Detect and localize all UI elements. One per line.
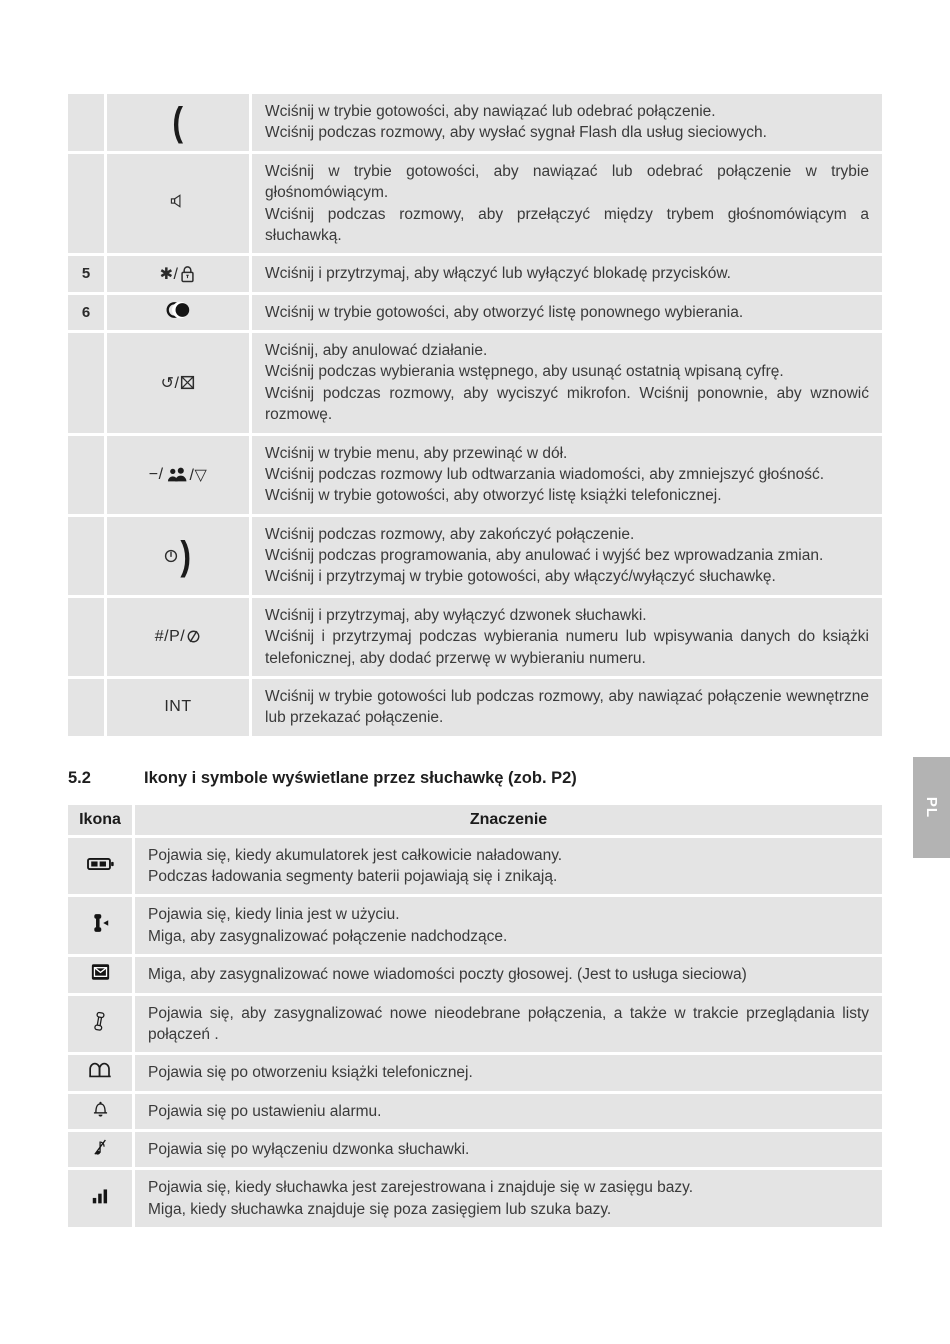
key-symbol-text: ↺/ (160, 374, 180, 392)
language-tab-label: PL (922, 796, 940, 819)
display-icon-cell (68, 838, 132, 895)
key-description-cell (252, 295, 882, 330)
description-line: Wciśnij w trybie gotowości, aby nawiązać lub odebrać połączenie w trybie głośnomówiącym. (265, 162, 869, 202)
key-description-cell (252, 436, 882, 514)
description-line: Wciśnij w trybie gotowości lub podczas rozmowy, aby nawiązać połączenie wewnętrzne lub przekazać połączenie. (265, 687, 869, 727)
icon-row (68, 838, 882, 895)
key-icon-cell (107, 517, 249, 595)
description-line: Wciśnij podczas rozmowy lub odtwarzania wiadomości, aby zmniejszyć głośność. (265, 465, 825, 483)
description-line: Wciśnij w trybie gotowości, aby otworzyć listę ponownego wybierania. (265, 303, 744, 321)
key-icon-cell (107, 436, 249, 514)
key-description-cell (252, 256, 882, 291)
key-description-cell (252, 94, 882, 151)
hash-pause-key-icon (186, 629, 201, 644)
display-icon-cell (68, 957, 132, 992)
description-line: Pojawia się po ustawieniu alarmu. (148, 1102, 382, 1120)
description-line: Miga, aby zasygnalizować połączenie nadchodzące. (148, 927, 508, 945)
description-line: Wciśnij podczas rozmowy, aby wyciszyć mikrofon. Wciśnij ponownie, aby wznowić rozmowę. (265, 384, 869, 424)
icon-row (68, 1132, 882, 1167)
phonebook-icon (88, 1061, 112, 1079)
description-line: Wciśnij i przytrzymaj w trybie gotowości, aby włączyć/wyłączyć słuchawkę. (265, 568, 776, 586)
key-icon-cell (107, 333, 249, 433)
display-icon-cell (68, 996, 132, 1053)
key-symbol-text: INT (164, 698, 192, 716)
description-line: Wciśnij podczas wybierania wstępnego, aby usunąć ostatnią wpisaną cyfrę. (265, 363, 784, 381)
description-line: Wciśnij i przytrzymaj, aby włączyć lub wyłączyć blokadę przycisków. (265, 265, 731, 283)
key-icon-cell (107, 679, 249, 736)
key-number-cell: 5 (68, 256, 104, 291)
description-line: Pojawia się po wyłączeniu dzwonka słuchawki. (148, 1141, 470, 1158)
cancel-delete-key-symbol (161, 373, 196, 393)
section-title: Ikony i symbole wyświetlane przez słuchawkę (zob. P2) (144, 768, 577, 787)
line-in-use-icon (92, 913, 109, 933)
description-line: Pojawia się po otworzeniu książki telefonicznej. (148, 1064, 473, 1082)
key-icon-cell (107, 154, 249, 254)
key-description-cell (252, 333, 882, 433)
talk-key-symbol (171, 100, 184, 145)
key-symbol-text: ✱/ (159, 265, 179, 283)
missed-calls-icon (93, 1011, 108, 1032)
key-number-cell (68, 333, 104, 433)
redial-key-symbol (165, 301, 192, 319)
key-row (68, 94, 882, 151)
description-line: Wciśnij podczas rozmowy, aby wysłać sygnał Flash dla usług sieciowych. (265, 124, 767, 142)
voicemail-icon (91, 963, 110, 981)
int-key-symbol (164, 698, 191, 716)
key-description-cell (135, 1094, 882, 1129)
icon-row (68, 996, 882, 1053)
key-description-cell (135, 838, 882, 895)
speaker-key-icon (170, 191, 187, 211)
description-line: Wciśnij w trybie menu, aby przewinąć w dół. (265, 444, 568, 462)
key-row (68, 333, 882, 433)
key-number-cell (68, 679, 104, 736)
icon-row (68, 1094, 882, 1129)
description-line: Wciśnij podczas rozmowy, aby przełączyć między trybem głośnomówiącym a słuchawką. (265, 205, 869, 244)
description-line: Wciśnij w trybie gotowości, aby otworzyć listę książki telefonicznej. (265, 487, 722, 505)
display-icon-cell (68, 1170, 132, 1227)
key-row (68, 154, 882, 254)
key-row (68, 679, 882, 736)
description-line: Podczas ładowania segmenty baterii pojawiają się i znikają. (148, 868, 558, 885)
description-line: Wciśnij, aby anulować działanie. (265, 342, 488, 359)
ringer-off-icon (93, 1138, 108, 1157)
description-line: Pojawia się, kiedy słuchawka jest zarejestrowana i znajduje się w zasięgu bazy. (148, 1179, 694, 1197)
end-key-symbol (164, 533, 192, 578)
page-content (65, 91, 885, 1230)
icon-row (68, 897, 882, 954)
star-lock-key-symbol (160, 264, 197, 284)
key-icon-cell (107, 256, 249, 291)
display-icon-cell (68, 1132, 132, 1167)
description-line: Miga, kiedy słuchawka znajduje się poza zasięgiem lub szuka bazy. (148, 1200, 612, 1218)
talk-key-icon: ( (172, 100, 184, 145)
icons-table-header-row (68, 805, 882, 835)
key-description-cell (252, 154, 882, 254)
star-lock-key-icon (179, 264, 196, 284)
hash-pause-key-symbol (155, 628, 201, 646)
description-line: Pojawia się, aby zasygnalizować nowe nieodebrane połączenia, a także w trakcie przeglądania listy połączeń . (148, 1004, 869, 1043)
icon-row (68, 1170, 882, 1227)
key-description-cell (135, 1055, 882, 1090)
key-number-cell: 6 (68, 295, 104, 330)
battery-full-icon (87, 856, 114, 872)
language-tab (913, 757, 950, 858)
section-heading (68, 769, 885, 788)
icons-table-header-ikona: Ikona (68, 805, 132, 835)
down-key-symbol (149, 465, 208, 485)
key-description-cell (252, 679, 882, 736)
key-icon-cell (107, 295, 249, 330)
key-row (68, 517, 882, 595)
cancel-delete-key-icon (180, 375, 195, 390)
end-key-icon: ) (180, 533, 191, 578)
display-icon-cell (68, 1055, 132, 1090)
description-line: Pojawia się, kiedy linia jest w użyciu. (148, 906, 400, 924)
icon-row (68, 1055, 882, 1090)
key-number-cell (68, 517, 104, 595)
display-icon-cell (68, 897, 132, 954)
key-symbol-text: #/P/ (154, 627, 186, 645)
key-number-cell (68, 436, 104, 514)
signal-icon (92, 1188, 109, 1204)
key-row (68, 295, 882, 330)
key-row (68, 256, 882, 291)
handset-keys-table (65, 91, 885, 739)
key-symbol-text: −/ (148, 465, 164, 483)
icon-row (68, 957, 882, 992)
key-number-cell (68, 598, 104, 676)
key-icon-cell (107, 598, 249, 676)
key-row (68, 436, 882, 514)
section-number: 5.2 (68, 768, 91, 787)
description-line: Miga, aby zasygnalizować nowe wiadomości poczty głosowej. (Jest to usługa sieciowa) (148, 966, 747, 984)
description-line: Wciśnij i przytrzymaj podczas wybierania numeru lub wpisywania danych do książki telefonicznej, aby dodać przerwę w wybieraniu numeru. (265, 628, 869, 667)
key-description-cell (252, 598, 882, 676)
speaker-key-symbol (170, 191, 187, 211)
key-description-cell (135, 957, 882, 992)
key-row (68, 598, 882, 676)
key-description-cell (135, 1170, 882, 1227)
description-line: Wciśnij podczas programowania, aby anulować i wyjść bez wprowadzania zmian. (265, 547, 824, 564)
key-number-cell (68, 94, 104, 151)
description-line: Wciśnij i przytrzymaj, aby wyłączyć dzwonek słuchawki. (265, 606, 647, 624)
description-line: Pojawia się, kiedy akumulatorek jest całkowicie naładowany. (148, 846, 563, 864)
description-line: Wciśnij podczas rozmowy, aby zakończyć połączenie. (265, 525, 635, 543)
key-description-cell (135, 996, 882, 1053)
key-symbol-text: /▽ (189, 466, 208, 484)
key-description-cell (252, 517, 882, 595)
alarm-icon (92, 1100, 109, 1118)
end-key-icon (164, 549, 178, 563)
icons-table-header-znaczenie: Znaczenie (135, 805, 882, 835)
display-icon-cell (68, 1094, 132, 1129)
key-description-cell (135, 897, 882, 954)
display-icons-table (65, 802, 885, 1231)
redial-key-icon (165, 301, 192, 319)
key-number-cell (68, 154, 104, 254)
description-line: Wciśnij w trybie gotowości, aby nawiązać lub odebrać połączenie. (265, 103, 716, 120)
down-key-icon (165, 467, 189, 483)
key-icon-cell (107, 94, 249, 151)
key-description-cell (135, 1132, 882, 1167)
